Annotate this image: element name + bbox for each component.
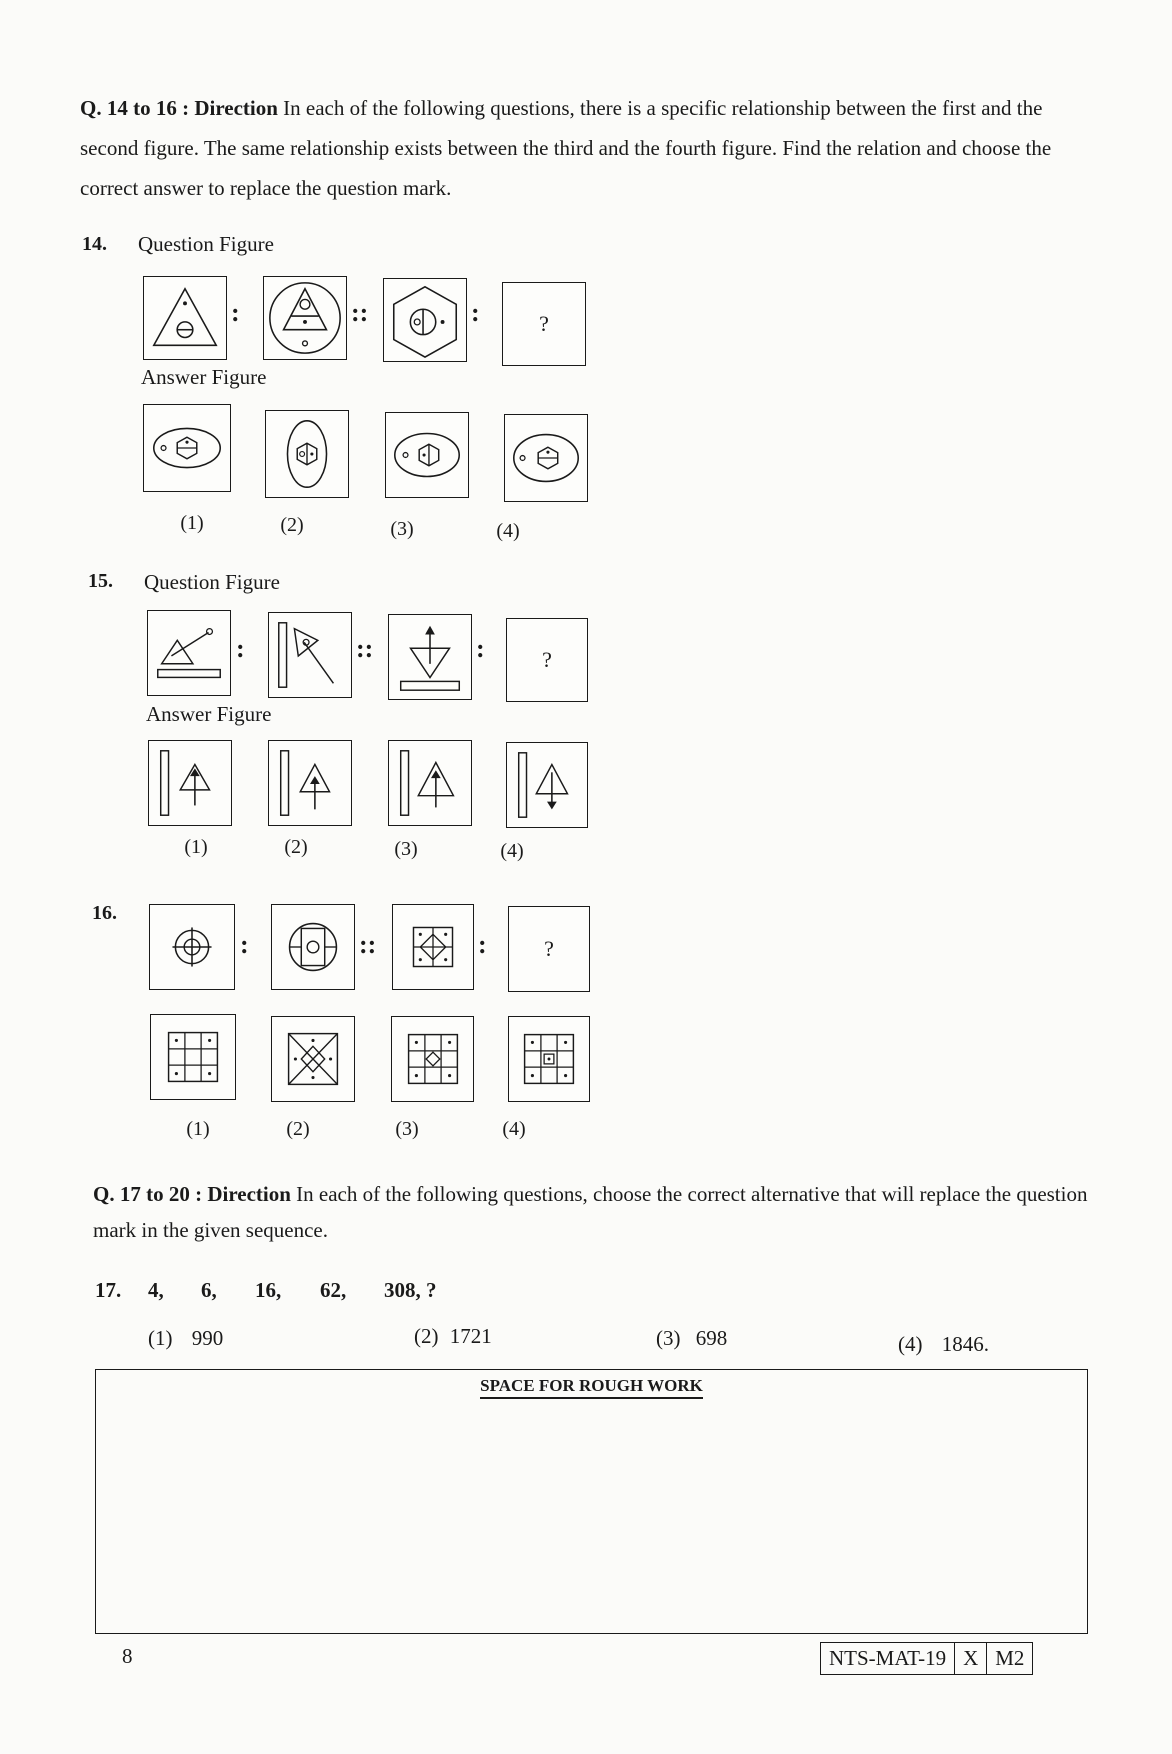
direction-17-20	[93, 1176, 1093, 1248]
paper-code: NTS-MAT-19	[821, 1643, 955, 1674]
option-value: 990	[191, 1326, 224, 1350]
q14-colon-1: :	[231, 298, 240, 327]
q16-answer-figure-2[interactable]	[271, 1016, 355, 1102]
paper-code-box	[820, 1642, 1033, 1675]
option-label: (1)	[148, 1326, 173, 1350]
sequence-term: 62,	[320, 1278, 347, 1302]
q14-question-figure-2	[263, 276, 347, 360]
q17-option-2[interactable]	[414, 1324, 492, 1349]
q15-double-colon: ::	[356, 634, 374, 663]
q16-option-label-1: (1)	[186, 1118, 210, 1140]
sequence-term: 6,	[201, 1278, 217, 1302]
option-value: 698	[695, 1326, 728, 1350]
q15-question-figure-4	[506, 618, 588, 702]
direction-text: In each of the following questions, choose the correct alternative that will replace the question mark in the given sequence.	[93, 1182, 1088, 1242]
q16-question-figure-3	[392, 904, 474, 990]
q15-answer-figure-3[interactable]	[388, 740, 472, 826]
rough-work-area[interactable]	[95, 1369, 1088, 1634]
sequence-term: 308, ?	[384, 1278, 437, 1302]
question-number-17: 17.	[95, 1278, 122, 1302]
q15-question-figure-2	[268, 612, 352, 698]
q14-question-figure-1	[143, 276, 227, 360]
q14-double-colon: ::	[351, 298, 369, 327]
q16-option-label-3: (3)	[395, 1118, 419, 1140]
option-value: 1721	[449, 1324, 492, 1348]
option-label: (2)	[414, 1324, 439, 1348]
direction-14-16	[80, 88, 1090, 208]
q14-option-label-2: (2)	[280, 514, 304, 536]
direction-label: Q. 14 to 16 : Direction	[80, 96, 278, 120]
q16-question-figure-4	[508, 906, 590, 992]
direction-text: In each of the following questions, there is a specific relationship between the first and the second figure. The same relationship exists between the third and the fourth figure. Find the relation and choose the correct answer to replace the question mark.	[80, 96, 1052, 200]
option-label: (3)	[656, 1326, 681, 1350]
q14-colon-2: :	[471, 298, 480, 327]
q15-colon-2: :	[476, 634, 485, 663]
q14-option-label-3: (3)	[390, 518, 414, 540]
answer-figure-label: Answer Figure	[141, 365, 267, 389]
q15-option-label-2: (2)	[284, 836, 308, 858]
q15-option-label-4: (4)	[500, 840, 524, 862]
option-value: 1846.	[941, 1332, 989, 1356]
q15-answer-figure-4[interactable]	[506, 742, 588, 828]
q17-option-4[interactable]	[898, 1332, 989, 1357]
question-number-15: 15.	[88, 570, 113, 592]
option-label: (4)	[898, 1332, 923, 1356]
q17-option-3[interactable]	[656, 1326, 727, 1351]
q14-answer-figure-4[interactable]	[504, 414, 588, 502]
question-mark: ?	[542, 647, 552, 672]
q16-answer-figure-4[interactable]	[508, 1016, 590, 1102]
sequence-term: 4,	[148, 1278, 164, 1302]
q15-answer-figure-2[interactable]	[268, 740, 352, 826]
direction-label: Q. 17 to 20 : Direction	[93, 1182, 291, 1206]
q16-colon-1: :	[240, 930, 249, 959]
q16-option-label-4: (4)	[502, 1118, 526, 1140]
q16-option-label-2: (2)	[286, 1118, 310, 1140]
sequence-term: 16,	[255, 1278, 282, 1302]
q14-answer-figure-1[interactable]	[143, 404, 231, 492]
q15-question-figure-3	[388, 614, 472, 700]
q15-option-label-3: (3)	[394, 838, 418, 860]
q14-question-figure-3	[383, 278, 467, 362]
page-number: 8	[122, 1644, 133, 1668]
rough-work-title: SPACE FOR ROUGH WORK	[480, 1376, 703, 1399]
q14-answer-figure-3[interactable]	[385, 412, 469, 498]
question-mark: ?	[544, 936, 554, 961]
paper-set: X	[955, 1643, 987, 1674]
question-figure-label: Question Figure	[144, 570, 280, 594]
q14-answer-figure-2[interactable]	[265, 410, 349, 498]
question-number-14: 14.	[82, 233, 107, 255]
q16-answer-figure-1[interactable]	[150, 1014, 236, 1100]
paper-series: M2	[995, 1646, 1025, 1670]
q16-question-figure-2	[271, 904, 355, 990]
q16-double-colon: ::	[359, 930, 377, 959]
question-figure-label: Question Figure	[138, 232, 274, 256]
q15-option-label-1: (1)	[184, 836, 208, 858]
q15-answer-figure-1[interactable]	[148, 740, 232, 826]
q14-option-label-4: (4)	[496, 520, 520, 542]
q14-option-label-1: (1)	[180, 512, 204, 534]
q15-question-figure-1	[147, 610, 231, 696]
question-number-16: 16.	[92, 902, 117, 924]
q16-question-figure-1	[149, 904, 235, 990]
q14-question-figure-4	[502, 282, 586, 366]
question-mark: ?	[539, 311, 549, 336]
q17-option-1[interactable]	[148, 1326, 223, 1351]
q16-colon-2: :	[478, 930, 487, 959]
q16-answer-figure-3[interactable]	[391, 1016, 474, 1102]
q15-colon-1: :	[236, 634, 245, 663]
answer-figure-label: Answer Figure	[146, 702, 272, 726]
